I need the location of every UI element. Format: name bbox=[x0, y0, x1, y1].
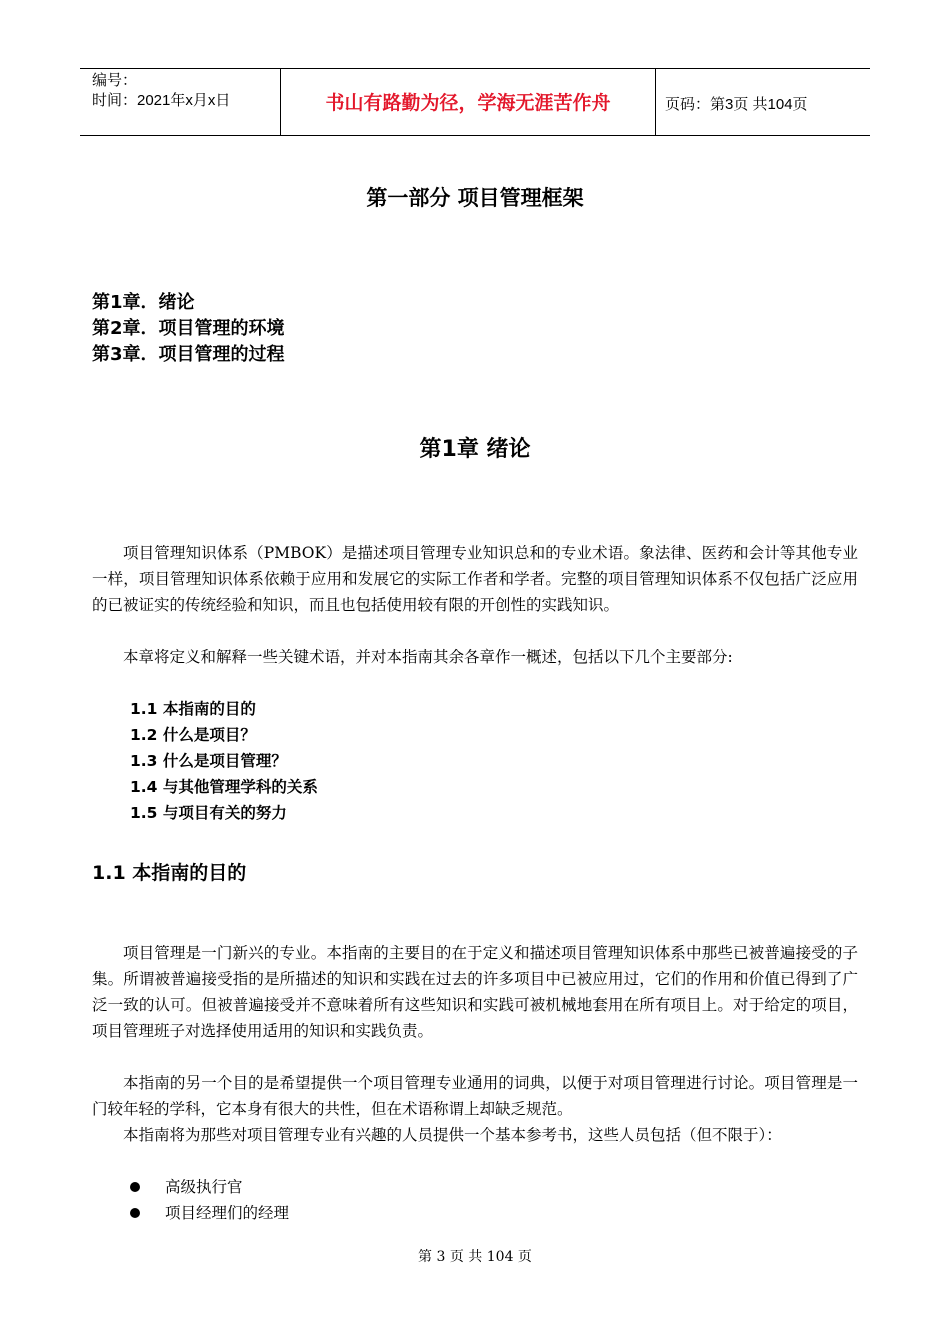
section-paragraph: 本指南将为那些对项目管理专业有兴趣的人员提供一个基本参考书，这些人员包括（但不限于）： bbox=[123, 1126, 782, 1144]
intro-paragraph: 项目管理知识体系（PMBOK）是描述项目管理专业知识总和的专业术语。象法律、医药和会计等其他专业一样，项目管理知识体系依赖于应用和发展它的实际工作者和学者。完整的项目管理知识体系不仅包括广泛应用的已被证实的传统经验和知识，而且也包括使用较有限的开创性的实践知识。 bbox=[92, 544, 858, 614]
section-list-item: 1.4 与其他管理学科的关系 bbox=[130, 778, 318, 796]
overview-paragraph: 本章将定义和解释一些关键术语，并对本指南其余各章作一概述，包括以下几个主要部分: bbox=[123, 648, 733, 666]
section-list-item: 1.1 本指南的目的 bbox=[130, 700, 256, 718]
section-title: 1.1 本指南的目的 bbox=[92, 862, 247, 884]
header-divider-right bbox=[655, 68, 656, 136]
bullet-icon bbox=[130, 1208, 140, 1218]
list-item-text: 项目经理们的经理 bbox=[165, 1204, 290, 1222]
section-list-item: 1.3 什么是项目管理？ bbox=[130, 752, 287, 770]
list-item bbox=[130, 1174, 289, 1200]
section-list-item: 1.2 什么是项目？ bbox=[130, 726, 256, 744]
section-list bbox=[130, 696, 318, 826]
header-page-info: 页码：第3页 共104页 bbox=[665, 96, 808, 113]
section-list-item: 1.5 与项目有关的努力 bbox=[130, 804, 287, 822]
header-divider-left bbox=[280, 68, 281, 136]
header-bottom-rule bbox=[80, 135, 870, 136]
section-paragraph: 项目管理是一门新兴的专业。本指南的主要目的在于定义和描述项目管理知识体系中那些已被普遍接受的子集。所谓被普遍接受指的是所描述的知识和实践在过去的许多项目中已被应用过，它们的作用和价值已得到了广泛一致的认可。但被普遍接受并不意味着所有这些知识和实践可被机械地套用在所有项目上。对于给定的项目，项目管理班子对选择使用适用的知识和实践负责。 bbox=[92, 944, 858, 1040]
table-of-contents bbox=[92, 290, 285, 368]
header-number-label: 编号： bbox=[92, 72, 138, 89]
toc-item: 第1章．绪论 bbox=[92, 292, 195, 313]
page-footer: 第 3 页 共 104 页 bbox=[418, 1249, 532, 1265]
list-item-text: 高级执行官 bbox=[165, 1178, 243, 1196]
section-paragraph: 本指南的另一个目的是希望提供一个项目管理专业通用的词典，以便于对项目管理进行讨论。项目管理是一门较年轻的学科，它本身有很大的共性，但在术语称谓上却缺乏规范。 bbox=[92, 1074, 858, 1118]
chapter-title: 第1章 绪论 bbox=[419, 437, 531, 462]
header-top-rule bbox=[80, 68, 870, 69]
part-title: 第一部分 项目管理框架 bbox=[366, 186, 584, 210]
audience-list bbox=[130, 1174, 289, 1226]
header-time-label: 时间：2021年x月x日 bbox=[92, 92, 231, 109]
header-meta bbox=[92, 71, 230, 111]
bullet-icon bbox=[130, 1182, 140, 1192]
toc-item: 第3章．项目管理的过程 bbox=[92, 344, 285, 365]
header-motto: 书山有路勤为径，学海无涯苦作舟 bbox=[325, 92, 611, 114]
list-item bbox=[130, 1200, 289, 1226]
toc-item: 第2章．项目管理的环境 bbox=[92, 318, 285, 339]
